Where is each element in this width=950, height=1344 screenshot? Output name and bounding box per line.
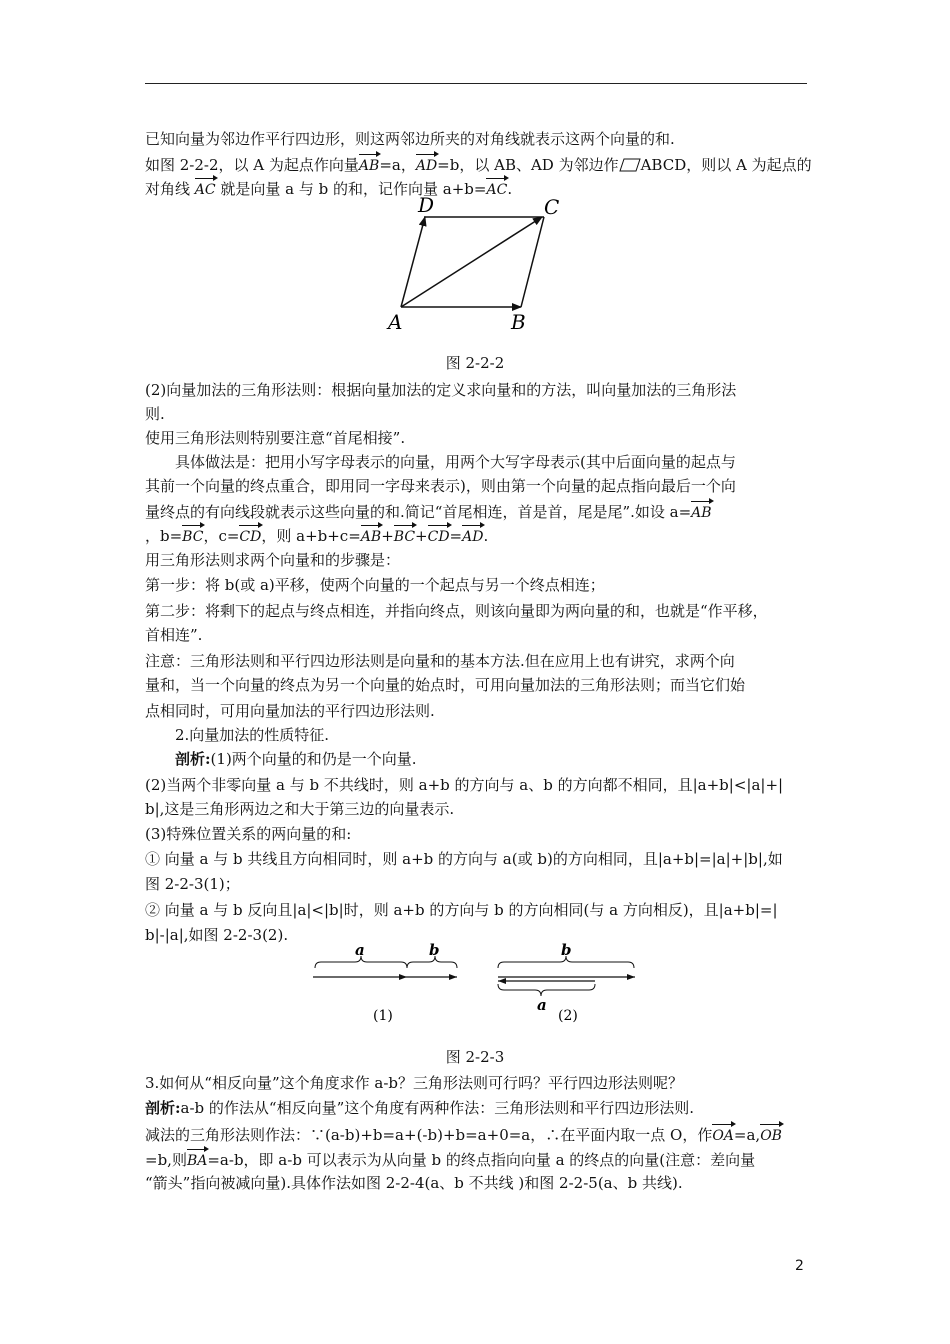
text: =a， (379, 156, 416, 174)
text: =a, (733, 1126, 761, 1144)
text: ，b= (145, 527, 183, 545)
para-line: 注意：三角形法则和平行四边形法则是向量和的基本方法.但在应用上也有讲究，求两个向 (145, 652, 735, 670)
label-a: a (537, 996, 547, 1014)
subfigure-label: (1) (373, 1008, 393, 1024)
para-line: b|,这是三角形两边之和大于第三边的向量表示. (145, 800, 455, 818)
para-line: (2)当两个非零向量 a 与 b 不共线时，则 a+b 的方向与 a、b 的方向都不相同，且|a+b|<|a|+| (145, 776, 784, 794)
bold-label: 剖析: (175, 750, 211, 768)
brace-a (498, 984, 595, 996)
para-line: ① 向量 a 与 b 共线且方向相同时，则 a+b 的方向与 a(或 b)的方向相同，且|a+b|=|a|+|b|,如 (145, 850, 783, 868)
page-number: 2 (795, 1258, 804, 1274)
para-line: ② 向量 a 与 b 反向且|a|<|b|时，则 a+b 的方向与 b 的方向相同(与 a 方向相反)，且|a+b|=| (145, 901, 778, 919)
vector-AD: AD (416, 151, 437, 178)
text: 量终点的有向线段就表示这些向量的和.简记“首尾相连，首是首，尾是尾”.如设 a= (145, 503, 692, 521)
text: 就是向量 a 与 b 的和，记作向量 a+b= (220, 180, 487, 198)
para-line: 图 2-2-3(1)； (145, 875, 240, 893)
text: a-b 的作法从“相反向量”这个角度有两种作法：三角形法则和平行四边形法则. (180, 1099, 695, 1117)
figure-caption: 图 2-2-3 (445, 1048, 505, 1066)
para-line: 具体做法是：把用小写字母表示的向量，用两个大写字母表示(其中后面向量的起点与 (175, 453, 736, 471)
vector-AC: AC (195, 175, 216, 202)
text: 对角线 (145, 180, 191, 198)
para-line (145, 522, 810, 549)
para-line: 点相同时，可用向量加法的平行四边形法则. (145, 702, 435, 720)
para-line: 则. (145, 405, 165, 423)
para-line: 首相连”. (145, 626, 203, 644)
para-line: 第一步：将 b(或 a)平移，使两个向量的一个起点与另一个终点相连； (145, 576, 605, 594)
label-a: a (355, 941, 365, 959)
text: =b，以 AB、AD 为邻边作 (437, 156, 619, 174)
bold-label: 剖析: (145, 1099, 181, 1117)
text: + (415, 527, 428, 545)
text: 减法的三角形法则作法：∵(a-b)+b=a+(-b)+b=a+0=a，∴在平面内取一点 O，作 (145, 1126, 713, 1144)
label-b: b (561, 941, 572, 959)
vector-AD: AD (462, 522, 483, 549)
parallelogram-icon (619, 158, 641, 172)
para-line (145, 498, 810, 525)
vector-BC: BC (394, 522, 415, 549)
vector-BC: BC (182, 522, 203, 549)
vector-OA: OA (712, 1121, 734, 1148)
text: . (483, 527, 489, 545)
figure-parallelogram (380, 192, 570, 342)
para-line: “箭头”指向被减向量).具体作法如图 2-2-4(a、b 不共线 )和图 2-2-5(a、b 共线). (145, 1174, 683, 1192)
text: =b,则 (145, 1151, 187, 1169)
text: ，则 a+b+c= (261, 527, 361, 545)
para-line (145, 747, 840, 771)
para-line (145, 1096, 810, 1120)
para-line: 使用三角形法则特别要注意“首尾相接”. (145, 429, 406, 447)
para-line (145, 151, 810, 178)
section-heading: 2.向量加法的性质特征. (175, 726, 330, 744)
text: ，c= (203, 527, 240, 545)
vector-AB: AB (361, 522, 381, 549)
para-line: 其前一个向量的终点重合，即用同一字母来表示)，则由第一个向量的起点指向最后一个向 (145, 477, 736, 495)
section-heading: 3.如何从“相反向量”这个角度求作 a-b？三角形法则可行吗？平行四边形法则呢？ (145, 1074, 684, 1092)
text: + (381, 527, 394, 545)
text: =a-b，即 a-b 可以表示为从向量 b 的终点指向向量 a 的终点的向量(注意：差向量 (207, 1151, 756, 1169)
label-a: A (388, 310, 403, 334)
header-rule (145, 83, 807, 84)
label-d: D (418, 193, 435, 217)
para-line: 已知向量为邻边作平行四边形，则这两邻边所夹的对角线就表示这两个向量的和. (145, 130, 675, 148)
vector-AB: AB (359, 151, 379, 178)
label-b: B (511, 310, 526, 334)
vector-CD: CD (428, 522, 450, 549)
vector-CD: CD (239, 522, 261, 549)
subfigure-label: (2) (558, 1008, 578, 1024)
figure-collinear-vectors (305, 940, 645, 1030)
para-line: 量和，当一个向量的终点为另一个向量的始点时，可用向量加法的三角形法则；而当它们始 (145, 676, 746, 694)
vector-BA: BA (187, 1146, 207, 1173)
text: 如图 2-2-2，以 A 为起点作向量 (145, 156, 359, 174)
figure-caption: 图 2-2-2 (445, 354, 505, 372)
para-line (145, 1146, 810, 1173)
para-line: 用三角形法则求两个向量和的步骤是： (145, 551, 401, 569)
vector-AC: AC (486, 175, 507, 202)
label-c: C (544, 195, 560, 219)
vector-OB: OB (760, 1121, 782, 1148)
vector-AB: AB (691, 498, 711, 525)
label-b: b (429, 941, 440, 959)
para-line: b|-|a|,如图 2-2-3(2). (145, 926, 289, 944)
para-line: (2)向量加法的三角形法则：根据向量加法的定义求向量和的方法，叫向量加法的三角形法 (145, 381, 737, 399)
para-line (145, 1121, 810, 1148)
edge-bc (521, 217, 544, 307)
text: . (507, 180, 513, 198)
para-line: (3)特殊位置关系的两向量的和: (145, 825, 352, 843)
text: (1)两个向量的和仍是一个向量. (210, 750, 417, 768)
text: ABCD，则以 A 为起点的 (640, 156, 812, 174)
para-line: 第二步：将剩下的起点与终点相连，并指向终点，则该向量即为两向量的和，也就是“作平移， (145, 602, 768, 620)
text: = (449, 527, 463, 545)
